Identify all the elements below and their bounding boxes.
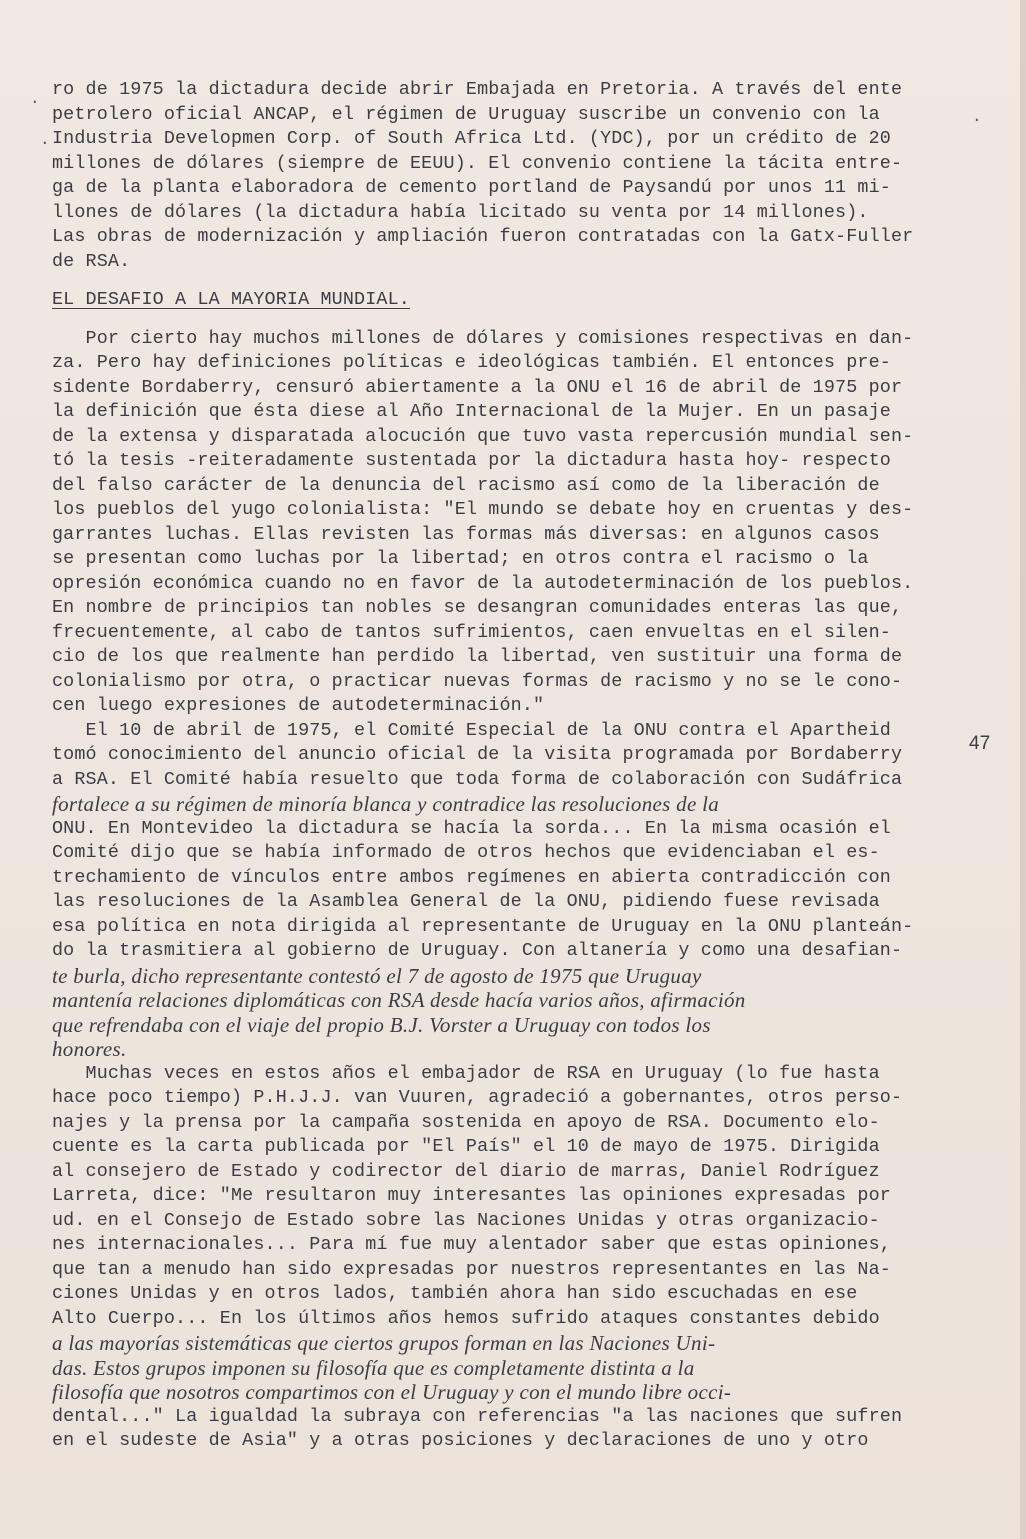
text-line: en el sudeste de Asia" y a otras posiciones y declaraciones de uno y otro xyxy=(52,1430,869,1451)
text-line: El 10 de abril de 1975, el Comité Especial de la ONU contra el Apartheid xyxy=(52,719,891,741)
text-line: Las obras de modernización y ampliación fueron contratadas con la Gatx-Fuller xyxy=(52,226,914,247)
text-line: ro de 1975 la dictadura decide abrir Embajada en Pretoria. A través del ente xyxy=(52,79,903,100)
text-line-italic: fortalece a su régimen de minoría blanca y contradice las resoluciones de la xyxy=(52,792,720,816)
text-line-italic: que refrendaba con el viaje del propio B.J. Vorster a Uruguay con todos los xyxy=(52,1012,711,1037)
text-line: hace poco tiempo) P.H.J.J. van Vuuren, agradeció a gobernantes, otros perso- xyxy=(52,1087,903,1108)
text-line: que tan a menudo han sido expresadas por nuestros representantes en las Na- xyxy=(52,1258,891,1280)
text-line-italic: a las mayorías sistemáticas que ciertos grupos forman en las Naciones Uni- xyxy=(52,1331,716,1355)
text-line: a RSA. El Comité había resuelto que toda forma de colaboración con Sudáfrica xyxy=(52,768,903,790)
text-line: petrolero oficial ANCAP, el régimen de Uruguay suscribe un convenio con la xyxy=(52,103,880,125)
paragraph-intro xyxy=(52,78,972,274)
margin-mark: . xyxy=(972,108,982,126)
text-line: cen luego expresiones de autodeterminación." xyxy=(52,695,545,716)
text-line: de la extensa y disparatada alocución que tuvo vasta repercusión mundial sen- xyxy=(52,425,914,447)
text-line: nes internacionales... Para mí fue muy alentador saber que estas opiniones, xyxy=(52,1234,891,1255)
text-line: millones de dólares (siempre de EEUU). El convenio contiene la tácita entre- xyxy=(52,152,903,174)
text-line: do la trasmitiera al gobierno de Uruguay. Con altanería y como una desafian- xyxy=(52,940,903,961)
text-line: opresión económica cuando no en favor de la autodeterminación de los pueblos. xyxy=(52,572,914,594)
paragraph-embajador xyxy=(52,1062,972,1454)
text-line: trechamiento de vínculos entre ambos regímenes en abierta contradicción con xyxy=(52,866,891,888)
text-line: frecuentemente, al cabo de tantos sufrimientos, caen envueltas en el silen- xyxy=(52,621,891,643)
body-text xyxy=(52,78,972,1454)
text-line: cio de los que realmente han perdido la libertad, ven sustituir una forma de xyxy=(52,646,903,667)
text-line-italic: filosofía que nosotros compartimos con el Uruguay y con el mundo libre occi- xyxy=(52,1380,732,1404)
text-line-italic: das. Estos grupos imponen su filosofía que es completamente distinta a la xyxy=(52,1355,695,1380)
spacer xyxy=(52,313,972,327)
section-heading xyxy=(52,288,972,313)
text-line: najes y la prensa por la campaña sostenida en apoyo de RSA. Documento elo- xyxy=(52,1111,880,1133)
text-line: ciones Unidas y en otros lados, también ahora han sido escuchadas en ese xyxy=(52,1283,858,1304)
text-line: Comité dijo que se había informado de otros hechos que evidenciaban el es- xyxy=(52,842,880,863)
text-line: sidente Bordaberry, censuró abiertamente a la ONU el 16 de abril de 1975 por xyxy=(52,376,903,398)
text-line: Industria Developmen Corp. of South Africa Ltd. (YDC), por un crédito de 20 xyxy=(52,128,891,149)
section-heading-text: EL DESAFIO A LA MAYORIA MUNDIAL. xyxy=(52,289,410,310)
text-line: za. Pero hay definiciones políticas e ideológicas también. El entonces pre- xyxy=(52,352,891,373)
text-line: dental..." La igualdad la subraya con referencias "a las naciones que sufren xyxy=(52,1405,903,1427)
text-line: Alto Cuerpo... En los últimos años hemos sufrido ataques constantes debido xyxy=(52,1307,880,1329)
text-line: tó la tesis -reiteradamente sustentada por la dictadura hasta hoy- respecto xyxy=(52,450,891,471)
text-line: los pueblos del yugo colonialista: "El mundo se debate hoy en cruentas y des- xyxy=(52,499,914,520)
text-line: cuente es la carta publicada por "El País" el 10 de mayo de 1975. Dirigida xyxy=(52,1136,880,1157)
text-line: se presentan como luchas por la libertad; en otros contra el racismo o la xyxy=(52,548,869,569)
text-line: tomó conocimiento del anuncio oficial de la visita programada por Bordaberry xyxy=(52,744,903,765)
text-line: ONU. En Montevideo la dictadura se hacía la sorda... En la misma ocasión el xyxy=(52,817,891,839)
text-line: Por cierto hay muchos millones de dólares y comisiones respectivas en dan- xyxy=(52,327,914,349)
text-line: Larreta, dice: "Me resultaron muy interesantes las opiniones expresadas por xyxy=(52,1185,891,1206)
text-line: esa política en nota dirigida al representante de Uruguay en la ONU planteán- xyxy=(52,915,914,937)
text-line-italic: te burla, dicho representante contestó el 7 de agosto de 1975 que Uruguay xyxy=(52,963,702,988)
text-line: En nombre de principios tan nobles se desangran comunidades enteras las que, xyxy=(52,597,903,618)
text-line: del falso carácter de la denuncia del racismo así como de la liberación de xyxy=(52,474,880,496)
text-line: garrantes luchas. Ellas revisten las formas más diversas: en algunos casos xyxy=(52,523,880,545)
spacer xyxy=(52,274,972,288)
text-line: colonialismo por otra, o practicar nuevas formas de racismo y no se le cono- xyxy=(52,670,903,692)
text-line-italic: honores. xyxy=(52,1037,127,1061)
text-line: la definición que ésta diese al Año Internacional de la Mujer. En un pasaje xyxy=(52,401,891,422)
paragraph-onu-apartheid xyxy=(52,719,972,1062)
text-line: las resoluciones de la Asamblea General de la ONU, pidiendo fuese revisada xyxy=(52,891,880,912)
text-line: al consejero de Estado y codirector del diario de marras, Daniel Rodríguez xyxy=(52,1160,880,1182)
text-line: llones de dólares (la dictadura había licitado su venta por 14 millones). xyxy=(52,201,869,223)
text-line: ga de la planta elaboradora de cemento portland de Paysandú por unos 11 mi- xyxy=(52,177,891,198)
text-line: de RSA. xyxy=(52,250,131,272)
paragraph-bordaberry xyxy=(52,327,972,719)
margin-mark: . xyxy=(30,90,40,108)
text-line: ud. en el Consejo de Estado sobre las Naciones Unidas y otras organizacio- xyxy=(52,1209,880,1231)
text-line-italic: mantenía relaciones diplomáticas con RSA desde hacía varios años, afirmación xyxy=(52,988,746,1012)
text-line: Muchas veces en estos años el embajador de RSA en Uruguay (lo fue hasta xyxy=(52,1062,880,1084)
page-number: 47 xyxy=(969,733,991,754)
margin-mark: · xyxy=(40,134,50,152)
